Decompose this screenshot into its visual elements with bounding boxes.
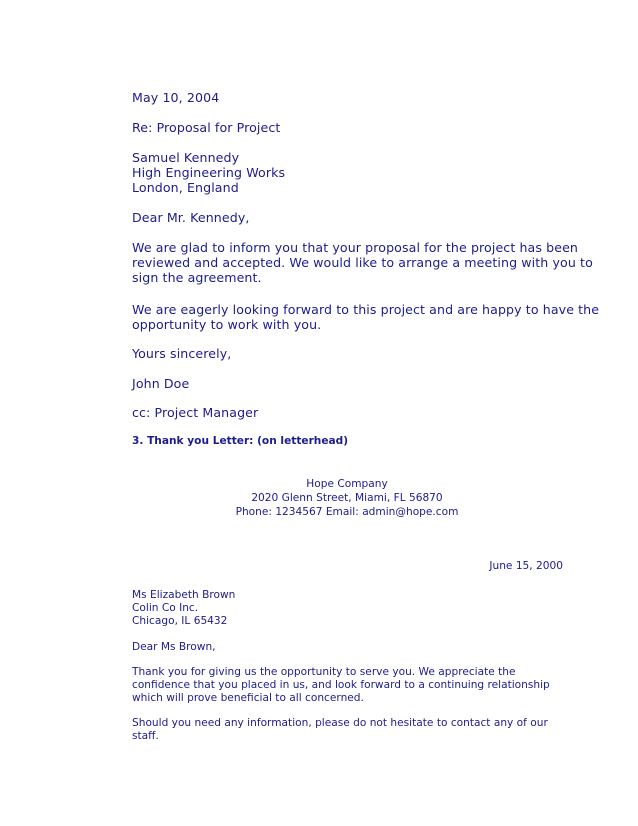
letter1-date: May 10, 2004 xyxy=(132,90,220,105)
paragraph-line: We are glad to inform you that your proposal for the project has been xyxy=(132,240,578,255)
paragraph-line: opportunity to work with you. xyxy=(132,317,322,332)
letter1-closing: Yours sincerely, xyxy=(132,346,232,361)
paragraph-line: sign the agreement. xyxy=(132,270,262,285)
letter2-date: June 15, 2000 xyxy=(489,560,563,572)
letterhead-contact: Phone: 1234567 Email: admin@hope.com xyxy=(235,506,459,518)
paragraph-line: confidence that you placed in us, and look forward to a continuing relationship xyxy=(132,679,550,691)
address-line: London, England xyxy=(132,180,239,195)
letter2-paragraph-2 xyxy=(132,717,548,743)
paragraph-line: We are eagerly looking forward to this project and are happy to have the xyxy=(132,302,600,317)
letter2-salutation: Dear Ms Brown, xyxy=(132,641,216,653)
paragraph-line: reviewed and accepted. We would like to arrange a meeting with you to xyxy=(132,255,593,270)
letter1-cc: cc: Project Manager xyxy=(132,405,259,420)
paragraph-line: staff. xyxy=(132,730,159,742)
letter2-recipient-address xyxy=(132,589,235,628)
letter2-paragraph-1 xyxy=(132,666,550,705)
address-line: Ms Elizabeth Brown xyxy=(132,589,236,601)
address-line: Colin Co Inc. xyxy=(132,602,199,614)
letter1-paragraph-2 xyxy=(132,302,599,332)
address-line: High Engineering Works xyxy=(132,165,286,180)
letterhead xyxy=(132,477,562,519)
letter1-signature: John Doe xyxy=(132,376,190,391)
letter1-subject: Re: Proposal for Project xyxy=(132,120,281,135)
paragraph-line: which will prove beneficial to all concerned. xyxy=(132,692,364,704)
letterhead-address: 2020 Glenn Street, Miami, FL 56870 xyxy=(251,492,443,504)
address-line: Chicago, IL 65432 xyxy=(132,615,228,627)
address-line: Samuel Kennedy xyxy=(132,150,240,165)
paragraph-line: Should you need any information, please do not hesitate to contact any of our xyxy=(132,717,548,729)
section-heading: 3. Thank you Letter: (on letterhead) xyxy=(132,435,349,447)
paragraph-line: Thank you for giving us the opportunity to serve you. We appreciate the xyxy=(132,666,516,678)
letterhead-company: Hope Company xyxy=(306,478,388,490)
letter1-paragraph-1 xyxy=(132,240,593,285)
letter1-recipient-address xyxy=(132,150,285,195)
letter1-salutation: Dear Mr. Kennedy, xyxy=(132,210,250,225)
